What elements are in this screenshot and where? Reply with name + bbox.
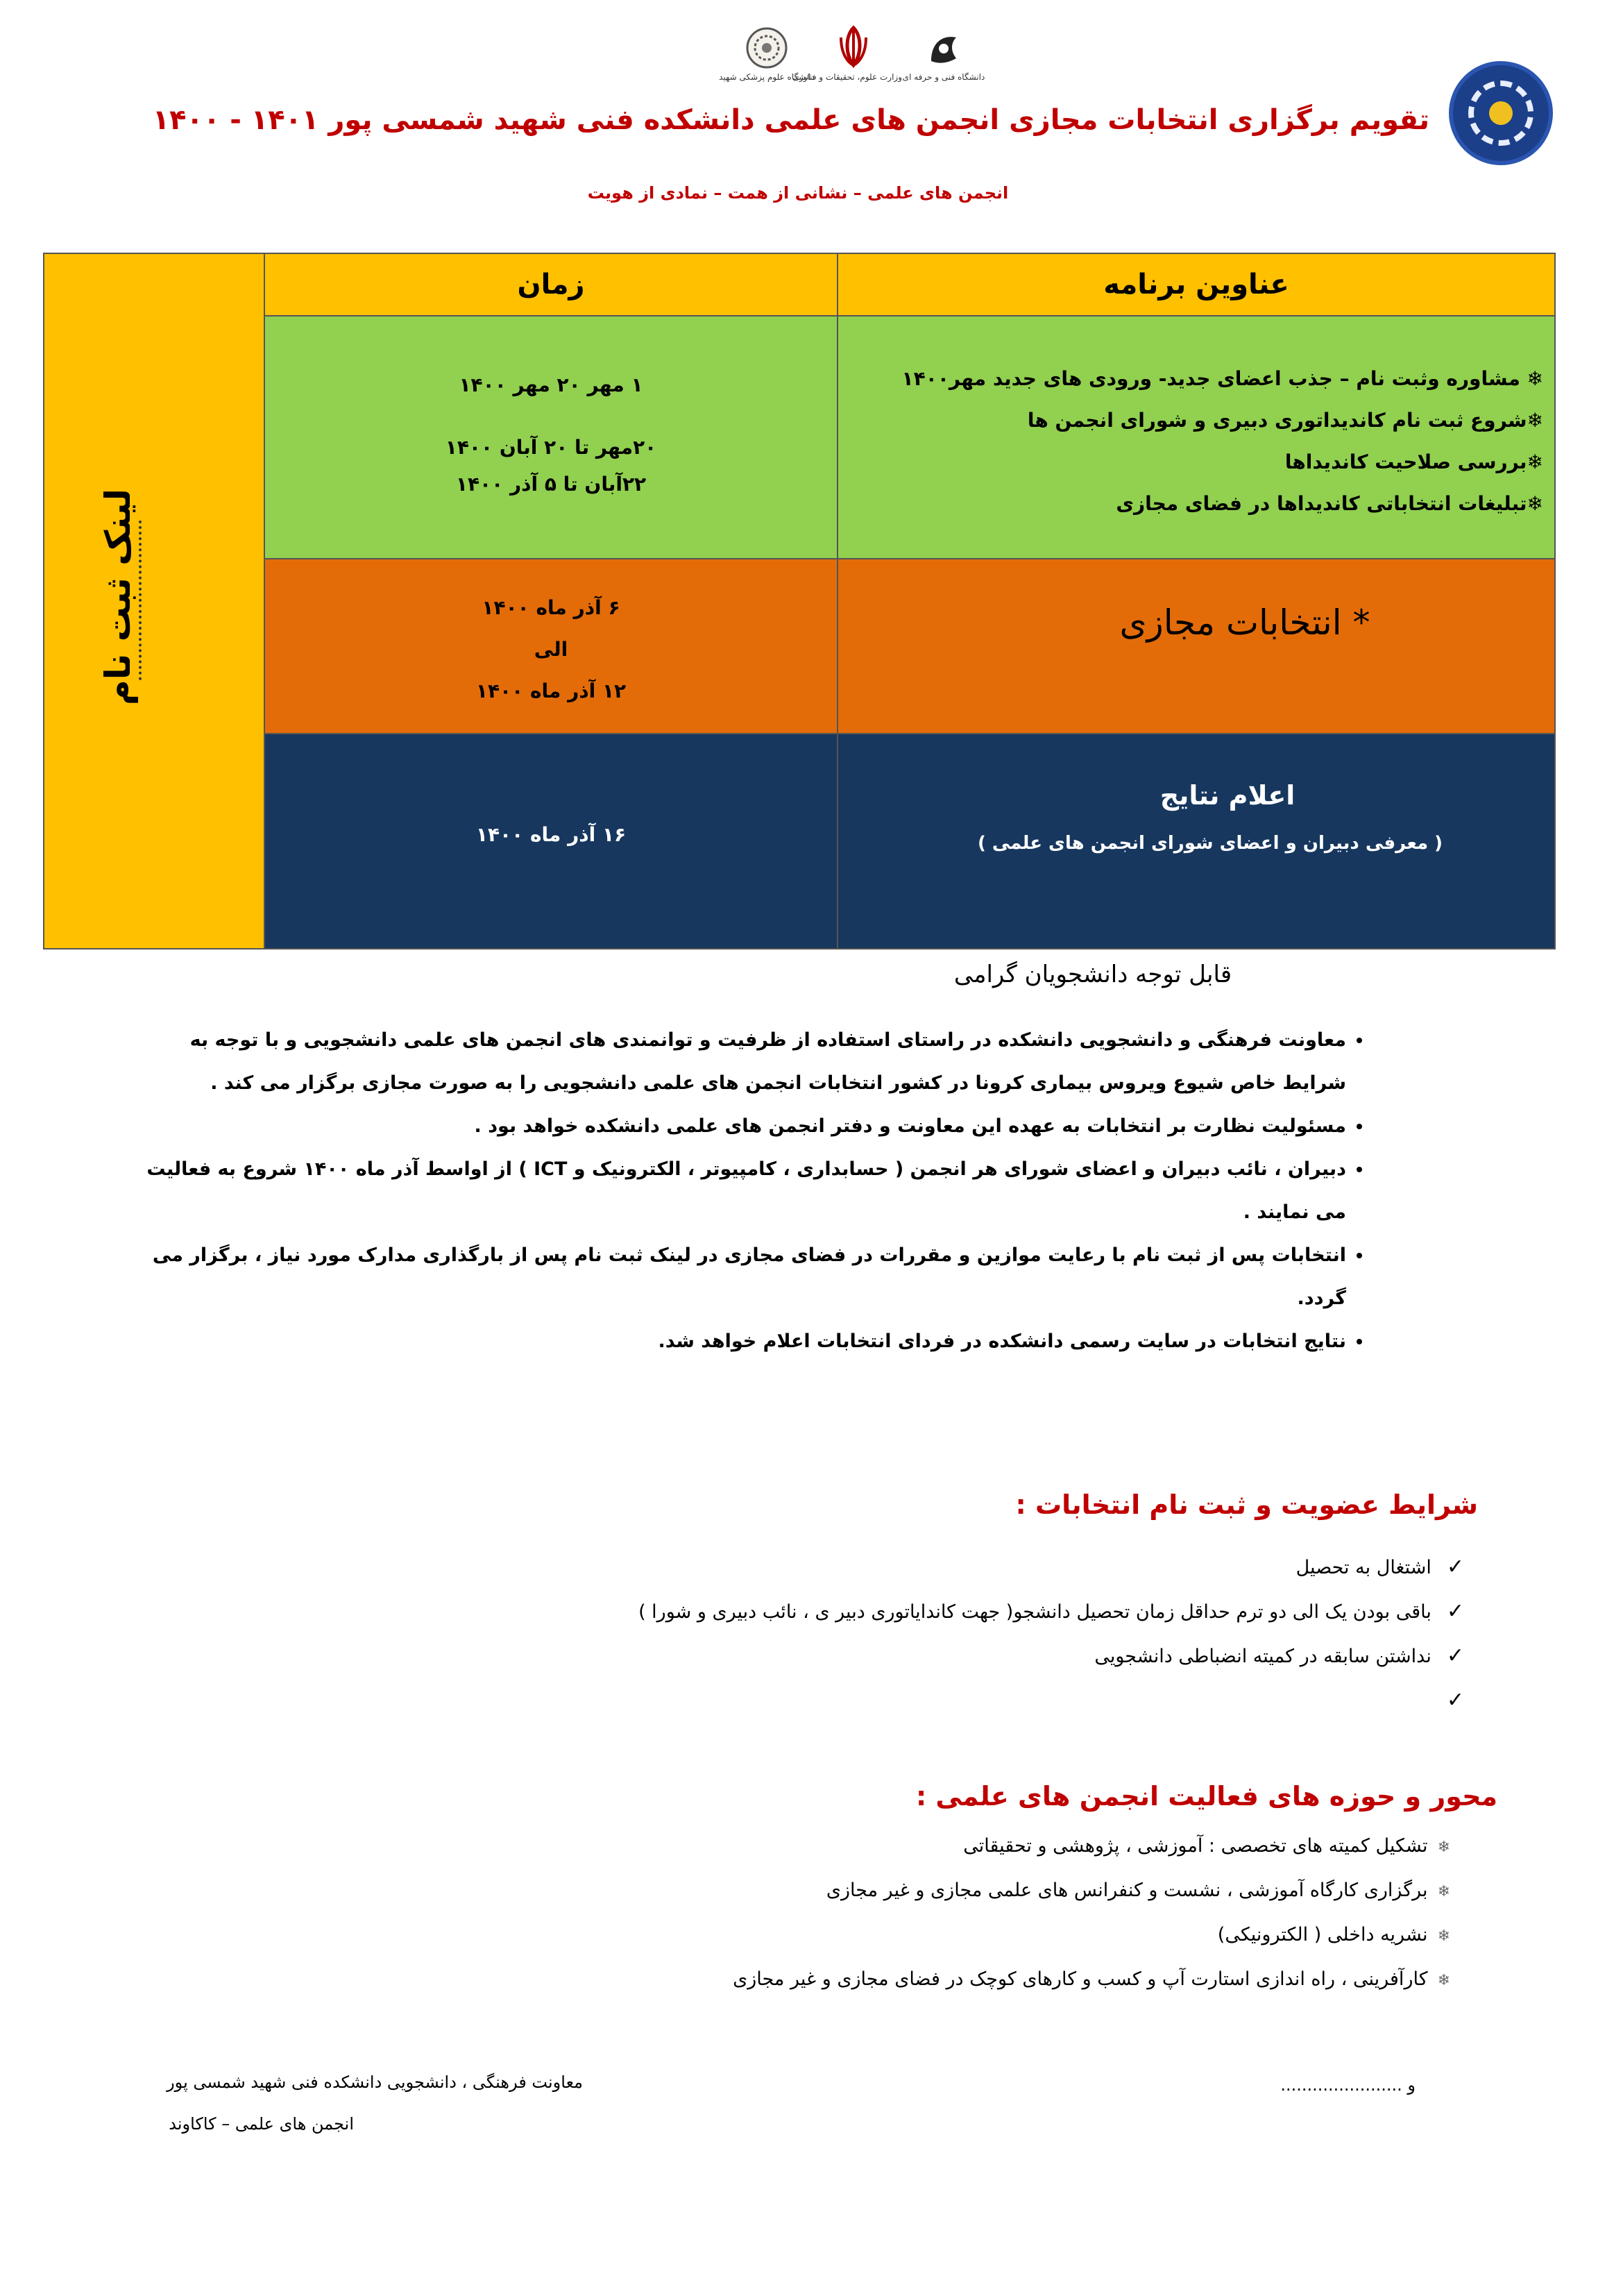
seal-icon [715, 26, 819, 72]
activity-list [555, 1835, 1450, 2016]
membership-list [416, 1555, 1464, 1735]
link-placeholder-dots [139, 521, 146, 680]
footer-author: انجمن های علمی – کاکاوند [169, 2114, 354, 2134]
list-item: ❄کارآفرینی ، راه اندازی استارت آپ و کسب و کارهای کوچک در فضای مجازی و غیر مجازی [733, 1968, 1450, 1990]
iran-emblem-icon [805, 24, 902, 72]
table-row-3-program: اعلام نتایج ( معرفی دبیران و اعضای شورای انجمن های علمی ) [837, 733, 1556, 949]
ministry-emblem: وزارت علوم، تحقیقات و فناوری [805, 24, 902, 82]
notice-heading: قابل توجه دانشجویان گرامی [953, 961, 1232, 988]
notice-bullets [132, 1019, 1395, 1363]
snowflake-icon: ❄ [1437, 1972, 1450, 1989]
check-icon: ✓ [1446, 1555, 1464, 1579]
tvu-logo-icon [895, 28, 992, 72]
snowflake-icon: ❄ [1437, 1927, 1450, 1945]
registration-link-label[interactable]: لینک ثبت نام [98, 489, 139, 705]
activity-title: محور و حوزه های فعالیت انجمن های علمی : [915, 1781, 1497, 1812]
table-row-1-program: ❄ مشاوره وثبت نام – جذب اعضای جدید- ورودی های جدید مهر۱۴۰۰ ❄شروع ثبت نام کاندیداتوری دبیری و شورای انجمن ها ❄بررسی صلاحیت کاندیداها ❄تبلیغات انتخاباتی کاندیداها در فضای مجازی [837, 315, 1556, 559]
table-row-2-program: * انتخابات مجازی [837, 558, 1556, 734]
snowflake-icon: ❄ [1437, 1839, 1450, 1856]
list-item: ❄نشریه داخلی ( الکترونیکی) [1217, 1924, 1450, 1945]
medical-university-emblem: دانشگاه علوم پزشکی شهید [715, 26, 819, 82]
footer-office: معاونت فرهنگی ، دانشجویی دانشکده فنی شهید شمسی پور [167, 2073, 583, 2092]
list-item: • دبیران ، نائب دبیران و اعضای شورای هر انجمن ( حسابداری ، کامپیوتر ، الکترونیک و ICT ) از اواسط آذر ماه ۱۴۰۰ شروع به فعالیت می نمایند . [132, 1148, 1346, 1234]
snowflake-icon: ❄ [1437, 1883, 1450, 1900]
faculty-logo-icon [1449, 61, 1553, 165]
table-row-1-time: ۱ مهر ۲۰ مهر ۱۴۰۰ ۲۰مهر تا ۲۰ آبان ۱۴۰۰ ۲۲آبان تا ۵ آذر ۱۴۰۰ [264, 315, 838, 559]
table-row-2-time: ۶ آذر ماه ۱۴۰۰ الی ۱۲ آذر ماه ۱۴۰۰ [264, 558, 838, 734]
check-icon: ✓ [1446, 1688, 1464, 1712]
list-item: • انتخابات پس از ثبت نام با رعایت موازین و مقررات در فضای مجازی در لینک ثبت نام پس از بارگذاری مدارک مورد نیاز ، برگزار می گردد. [132, 1234, 1346, 1320]
list-item: ✓اشتغال به تحصیل [1295, 1555, 1464, 1579]
list-item: • معاونت فرهنگی و دانشجویی دانشکده در راستای استفاده از ظرفیت و توانمندی های انجمن های علمی دانشجویی و با توجه به شرایط خاص شیوع ویروس بیماری کرونا در کشور انتخابات انجمن های علمی دانشجویی را به صورت مجازی برگزار می کند . [132, 1019, 1346, 1105]
column-header-time: زمان [264, 253, 838, 316]
list-item: ❄تشکیل کمیته های تخصصی : آموزشی ، پژوهشی و تحقیقاتی [963, 1835, 1450, 1857]
list-item: ❄برگزاری کارگاه آموزشی ، نشست و کنفرانس های علمی مجازی و غیر مجازی [826, 1880, 1450, 1901]
check-icon: ✓ [1446, 1599, 1464, 1623]
table-row-3-time: ۱۶ آذر ماه ۱۴۰۰ [264, 733, 838, 949]
page-title: تقویم برگزاری انتخابات مجازی انجمن های علمی دانشکده فنی شهید شمسی پور ۱۴۰۱ - ۱۴۰۰ [152, 104, 1429, 136]
check-icon: ✓ [1446, 1644, 1464, 1668]
list-item [1431, 1688, 1464, 1712]
page-subtitle: انجمن های علمی – نشانی از همت – نمادی از هویت [587, 183, 1009, 203]
university-emblem: دانشگاه فنی و حرفه ای [895, 28, 992, 82]
column-header-program: عناوین برنامه [837, 253, 1556, 316]
list-item: • نتایج انتخابات در سایت رسمی دانشکده در فردای انتخابات اعلام خواهد شد. [132, 1320, 1346, 1363]
membership-title: شرایط عضویت و ثبت نام انتخابات : [1015, 1489, 1478, 1520]
list-item: • مسئولیت نظارت بر انتخابات به عهده این معاونت و دفتر انجمن های علمی دانشکده خواهد بود . [132, 1105, 1346, 1148]
footer-signature-placeholder: و ....................... [1280, 2075, 1416, 2095]
list-item: ✓باقی بودن یک الی دو ترم حداقل زمان تحصیل دانشجو( جهت کاندایاتوری دبیر ی ، نائب دبیری و شورا ) [638, 1599, 1464, 1623]
list-item: ✓نداشتن سابقه در کمیته انضباطی دانشجویی [1094, 1644, 1464, 1668]
